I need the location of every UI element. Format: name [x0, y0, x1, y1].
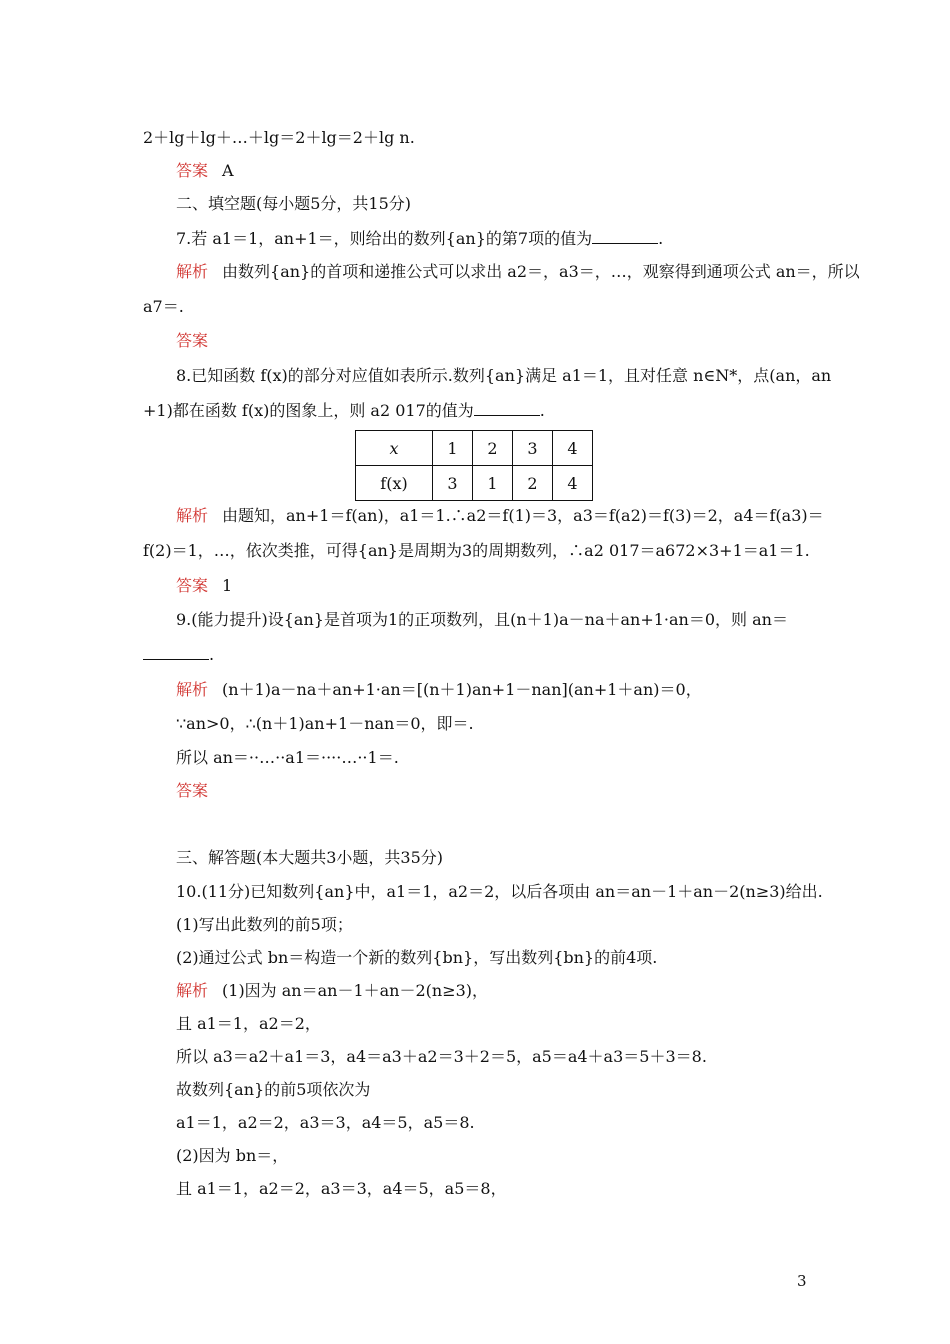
text-line: 2＋lg＋lg＋…＋lg＝2＋lg＝2＋lg n.	[143, 128, 415, 147]
question-end: .	[209, 645, 215, 664]
analysis-text: 由数列{an}的首项和递推公式可以求出 a2＝，a3＝，…，观察得到通项公式 an＝，所以	[222, 262, 860, 281]
text-line: (2)因为 bn＝，	[176, 1146, 289, 1165]
answer-label: 答案	[176, 331, 209, 350]
answer-label: 答案	[176, 781, 209, 800]
analysis-text: 由题知，an+1＝f(an)，a1＝1.∴a2＝f(1)＝3，a3＝f(a2)＝f(3)＝2，a4＝f(a3)＝	[222, 506, 824, 525]
text-line: 所以 an＝··…··a1＝····…··1＝.	[176, 748, 399, 767]
value-table	[355, 430, 593, 501]
question-line	[176, 229, 663, 249]
question-text: 7.若 a1＝1，an+1＝，则给出的数列{an}的第7项的值为	[176, 229, 593, 248]
answer-label: 答案	[176, 161, 209, 180]
table-cell: 1	[473, 466, 513, 501]
text-line: 故数列{an}的前5项依次为	[176, 1080, 371, 1099]
question-end: .	[539, 401, 545, 420]
analysis-text: (1)因为 an＝an－1＋an－2(n≥3)，	[222, 981, 489, 1000]
analysis-line	[176, 981, 488, 1001]
question-line: 9.(能力提升)设{an}是首项为1的正项数列，且(n＋1)a－na＋an+1·an＝0，则 an＝	[176, 610, 788, 629]
text-line: a1＝1，a2＝2，a3＝3，a4＝5，a5＝8.	[176, 1113, 475, 1132]
answer-line	[176, 781, 208, 801]
question-line: (2)通过公式 bn＝构造一个新的数列{bn}，写出数列{bn}的前4项.	[176, 948, 658, 967]
table-cell: 2	[473, 431, 513, 466]
analysis-line	[176, 506, 824, 526]
question-line: 8.已知函数 f(x)的部分对应值如表所示.数列{an}满足 a1＝1，且对任意 n∈N*，点(an，an	[176, 366, 832, 385]
table-row	[356, 466, 593, 501]
answer-line	[176, 576, 232, 596]
analysis-label: 解析	[176, 680, 209, 699]
answer-value: 1	[222, 576, 233, 595]
text-line: 且 a1＝1，a2＝2，	[176, 1014, 321, 1033]
table-cell: 4	[553, 431, 593, 466]
section-heading: 三、解答题(本大题共3小题，共35分)	[176, 848, 444, 867]
question-line	[143, 645, 214, 665]
analysis-label: 解析	[176, 262, 209, 281]
analysis-label: 解析	[176, 981, 209, 1000]
text-line: a7＝.	[143, 297, 184, 316]
answer-blank	[143, 645, 209, 660]
answer-line	[176, 331, 208, 351]
section-heading: 二、填空题(每小题5分，共15分)	[176, 194, 412, 213]
analysis-label: 解析	[176, 506, 209, 525]
analysis-line	[176, 680, 702, 700]
question-text: +1)都在函数 f(x)的图象上，则 a2 017的值为	[143, 401, 474, 420]
table-cell: f(x)	[356, 466, 433, 501]
answer-value: A	[222, 161, 234, 180]
question-line: 10.(11分)已知数列{an}中，a1＝1，a2＝2，以后各项由 an＝an－1＋an－2(n≥3)给出.	[176, 882, 823, 901]
question-line	[143, 401, 545, 421]
text-line: 且 a1＝1，a2＝2，a3＝3，a4＝5，a5＝8，	[176, 1179, 507, 1198]
table-cell: 1	[433, 431, 473, 466]
table-cell: x	[356, 431, 433, 466]
analysis-line	[176, 262, 860, 282]
text-line: 所以 a3＝a2＋a1＝3，a4＝a3＋a2＝3＋2＝5，a5＝a4＋a3＝5＋3＝8.	[176, 1047, 707, 1066]
table-row	[356, 431, 593, 466]
text-line: ∵an>0，∴(n＋1)an+1－nan＝0，即＝.	[176, 714, 474, 733]
table-cell: 3	[513, 431, 553, 466]
answer-blank	[592, 229, 658, 244]
question-line: (1)写出此数列的前5项；	[176, 915, 353, 934]
table-cell: 4	[553, 466, 593, 501]
answer-line	[176, 161, 234, 181]
page-number: 3	[797, 1272, 807, 1290]
text-line: f(2)＝1，…，依次类推，可得{an}是周期为3的周期数列，∴a2 017＝a672×3+1＝a1＝1.	[143, 541, 810, 560]
answer-label: 答案	[176, 576, 209, 595]
analysis-text: (n＋1)a－na＋an+1·an＝[(n＋1)an+1－nan](an+1＋an)＝0，	[222, 680, 702, 699]
answer-blank	[474, 401, 540, 416]
table-cell: 2	[513, 466, 553, 501]
table-cell: 3	[433, 466, 473, 501]
question-end: .	[658, 229, 664, 248]
